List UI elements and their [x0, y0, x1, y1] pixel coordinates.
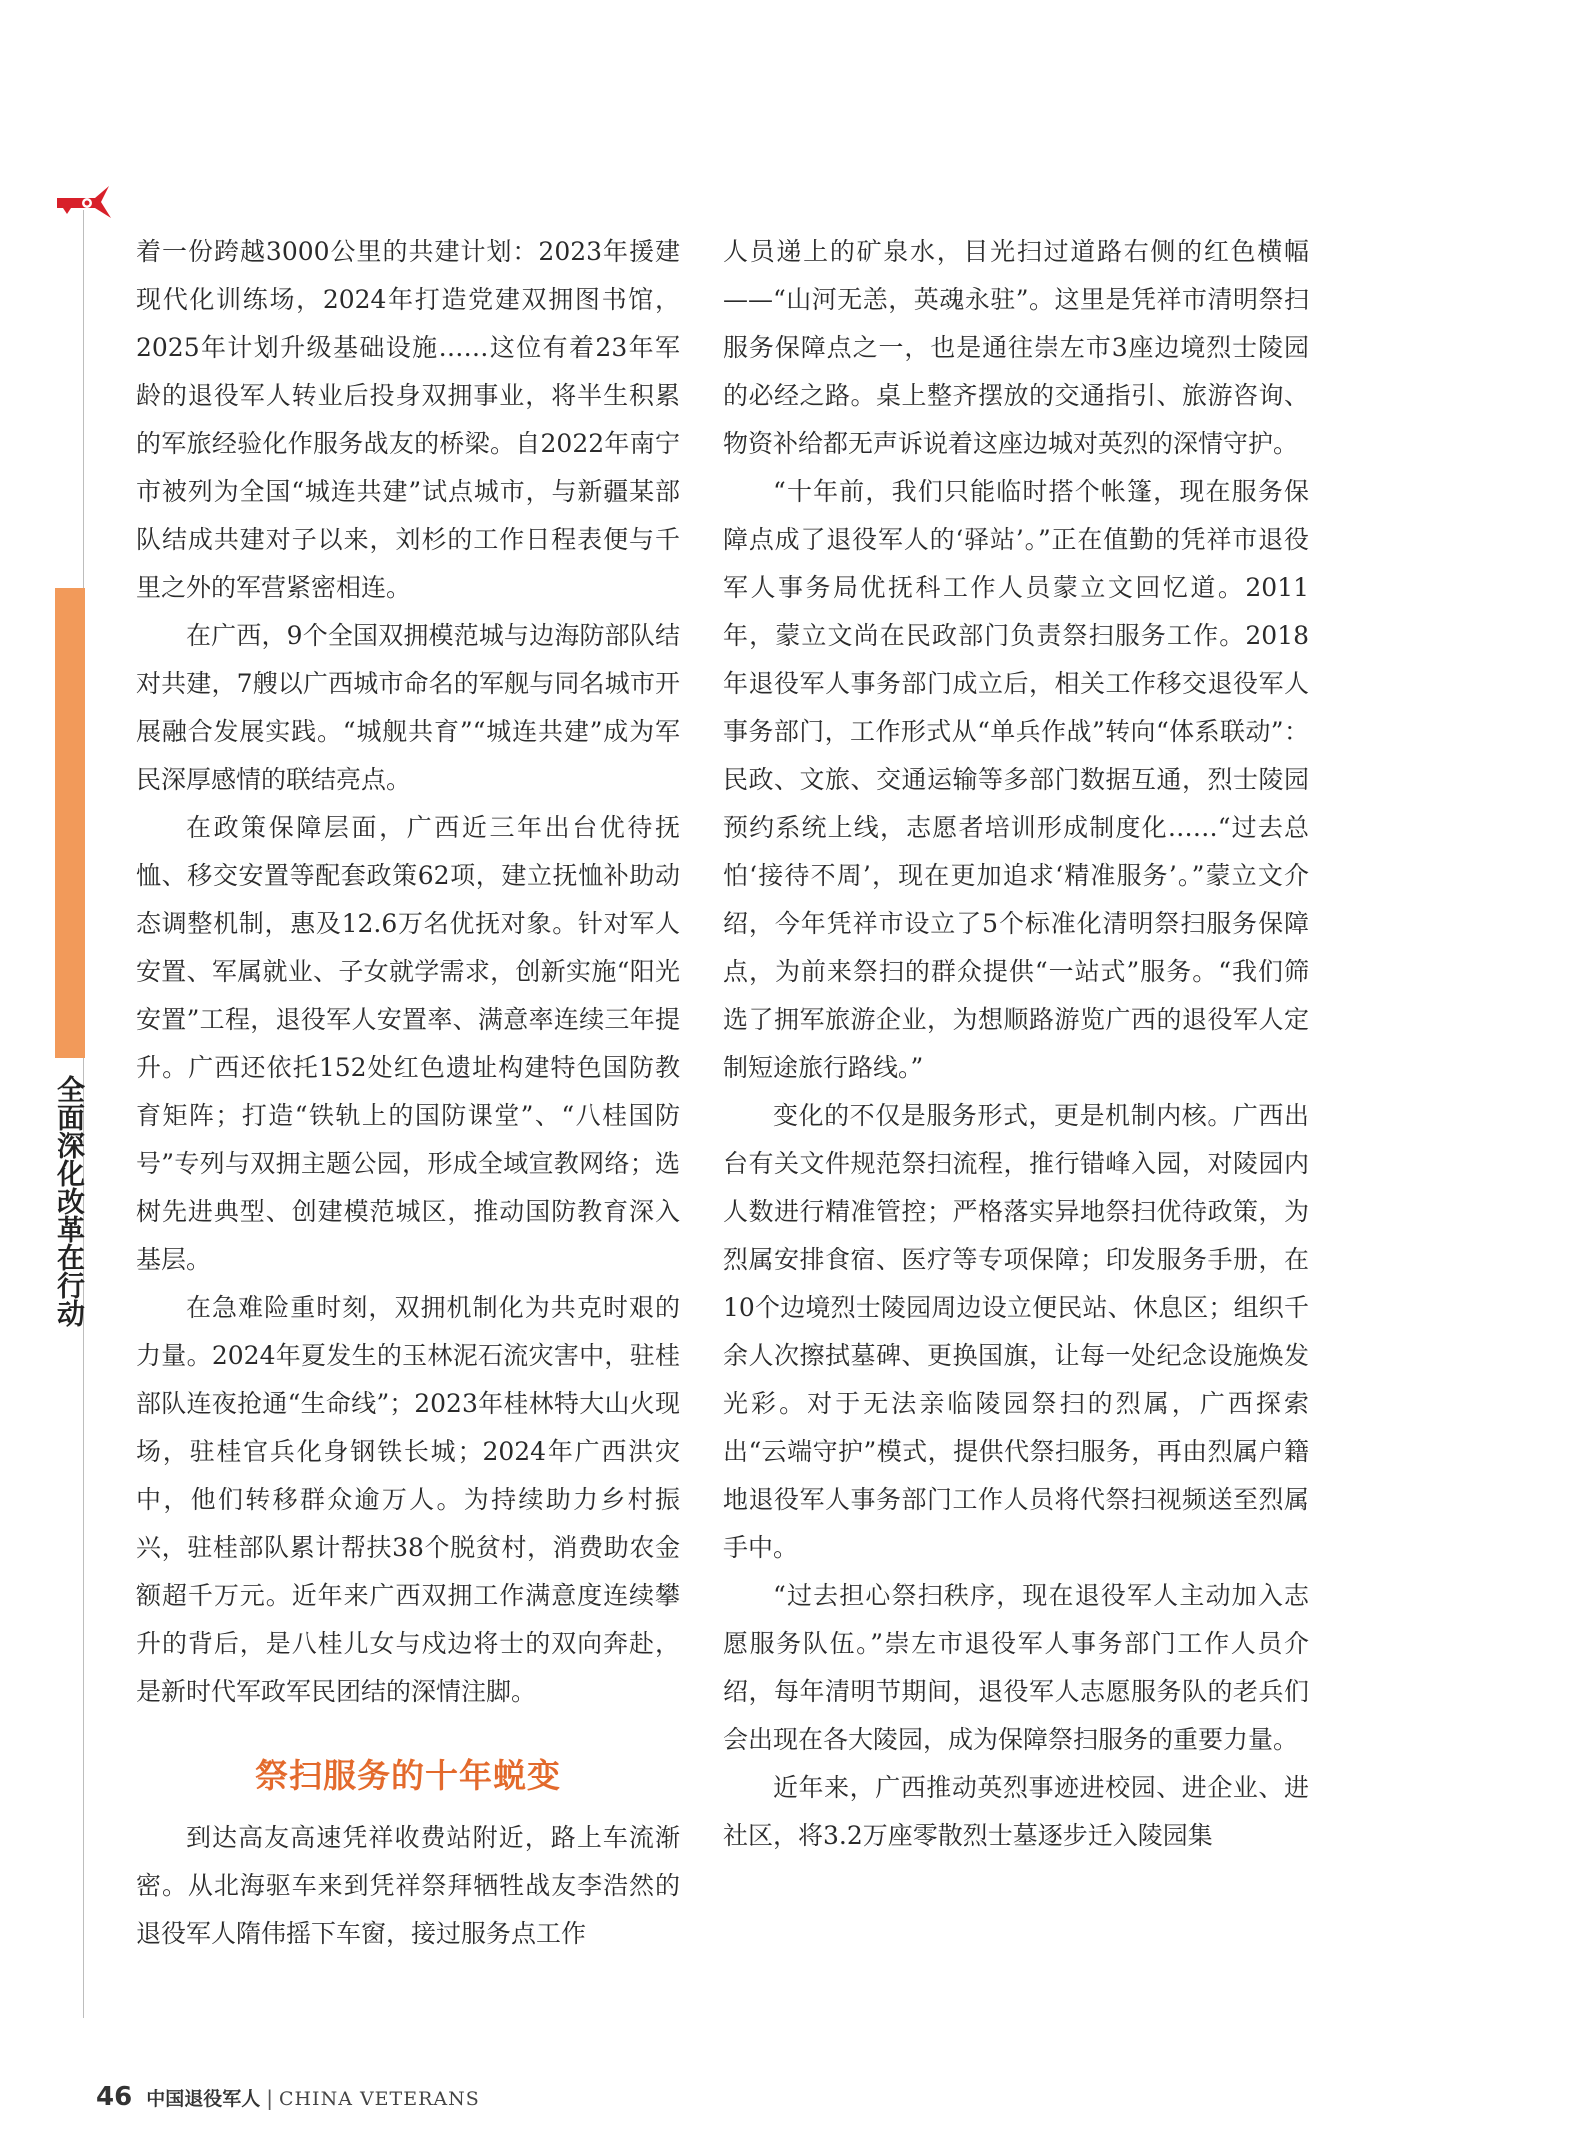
page-footer [96, 2082, 480, 2112]
paragraph: 人员递上的矿泉水，目光扫过道路右侧的红色横幅——“山河无恙，英魂永驻”。这里是凭祥市清明祭扫服务保障点之一，也是通往崇左市3座边境烈士陵园的必经之路。桌上整齐摆放的交通指引、旅游咨询、物资补给都无声诉说着这座边城对英烈的深情守护。 [723, 237, 1309, 458]
paragraph: 在急难险重时刻，双拥机制化为共克时艰的力量。2024年夏发生的玉林泥石流灾害中，驻桂部队连夜抢通“生命线”；2023年桂林特大山火现场，驻桂官兵化身钢铁长城；2024年广西洪灾中，他们转移群众逾万人。为持续助力乡村振兴，驻桂部队累计帮扶38个脱贫村，消费助农金额超千万元。近年来广西双拥工作满意度连续攀升的背后，是八桂儿女与戍边将士的双向奔赴，是新时代军政军民团结的深情注脚。 [136, 1293, 680, 1706]
paragraph: 在广西，9个全国双拥模范城与边海防部队结对共建，7艘以广西城市命名的军舰与同名城市开展融合发展实践。“城舰共育”“城连共建”成为军民深厚感情的联结亮点。 [136, 621, 680, 794]
magazine-name-en: CHINA VETERANS [278, 2088, 480, 2110]
paragraph: “十年前，我们只能临时搭个帐篷，现在服务保障点成了退役军人的‘驿站’。”正在值勤的凭祥市退役军人事务局优抚科工作人员蒙立文回忆道。2011年，蒙立文尚在民政部门负责祭扫服务工作。2018年退役军人事务部门成立后，相关工作移交退役军人事务部门，工作形式从“单兵作战”转向“体系联动”：民政、文旅、交通运输等多部门数据互通，烈士陵园预约系统上线，志愿者培训形成制度化……“过去总怕‘接待不周’，现在更加追求‘精准服务’。”蒙立文介绍，今年凭祥市设立了5个标准化清明祭扫服务保障点，为前来祭扫的群众提供“一站式”服务。“我们筛选了拥军旅游企业，为想顺路游览广西的退役军人定制短途旅行路线。” [723, 477, 1309, 1082]
paragraph: 到达高友高速凭祥收费站附近，路上车流渐密。从北海驱车来到凭祥祭拜牺牲战友李浩然的退役军人隋伟摇下车窗，接过服务点工作 [136, 1823, 680, 1948]
footer-separator: | [266, 2086, 273, 2110]
paragraph: “过去担心祭扫秩序，现在退役军人主动加入志愿服务队伍。”崇左市退役军人事务部门工作人员介绍，每年清明节期间，退役军人志愿服务队的老兵们会出现在各大陵园，成为保障祭扫服务的重要力量。 [723, 1581, 1309, 1754]
paragraph: 近年来，广西推动英烈事迹进校园、进企业、进社区，将3.2万座零散烈士墓逐步迁入陵园集 [723, 1773, 1309, 1850]
paragraph: 变化的不仅是服务形式，更是机制内核。广西出台有关文件规范祭扫流程，推行错峰入园，对陵园内人数进行精准管控；严格落实异地祭扫优待政策，为烈属安排食宿、医疗等专项保障；印发服务手册，在10个边境烈士陵园周边设立便民站、休息区；组织千余人次擦拭墓碑、更换国旗，让每一处纪念设施焕发光彩。对于无法亲临陵园祭扫的烈属，广西探索出“云端守护”模式，提供代祭扫服务，再由烈属户籍地退役军人事务部门工作人员将代祭扫视频送至烈属手中。 [723, 1101, 1309, 1562]
paragraph: 在政策保障层面，广西近三年出台优待抚恤、移交安置等配套政策62项，建立抚恤补助动态调整机制，惠及12.6万名优抚对象。针对军人安置、军属就业、子女就学需求，创新实施“阳光安置”工程，退役军人安置率、满意率连续三年提升。广西还依托152处红色遗址构建特色国防教育矩阵；打造“铁轨上的国防课堂”、“八桂国防号”专列与双拥主题公园，形成全域宣教网络；选树先进典型、创建模范城区，推动国防教育深入基层。 [136, 813, 680, 1274]
section-subheading: 祭扫服务的十年蜕变 [255, 1756, 561, 1795]
section-label: 全面深化改革在行动 [53, 1075, 86, 1327]
left-column [136, 228, 680, 1958]
magazine-logo-icon [55, 184, 113, 220]
paragraph: 着一份跨越3000公里的共建计划：2023年援建现代化训练场，2024年打造党建双拥图书馆，2025年计划升级基础设施……这位有着23年军龄的退役军人转业后投身双拥事业，将半生积累的军旅经验化作服务战友的桥梁。自2022年南宁市被列为全国“城连共建”试点城市，与新疆某部队结成共建对子以来，刘杉的工作日程表便与千里之外的军营紧密相连。 [136, 237, 680, 602]
magazine-name-cn: 中国退役军人 [146, 2088, 261, 2110]
section-accent-bar [55, 588, 85, 1058]
page-number: 46 [96, 2082, 133, 2112]
right-column [723, 228, 1309, 1860]
